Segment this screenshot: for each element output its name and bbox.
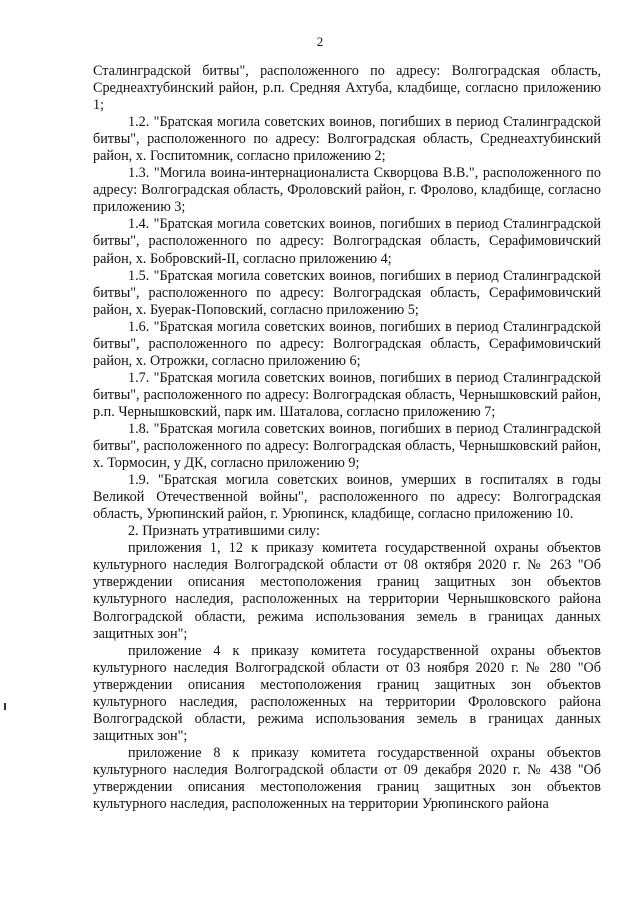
paragraph-1-4: 1.4. "Братская могила советских воинов, погибших в период Сталинградской битвы", расположенного по адресу: Волгоградская область, Серафимовичский район, х. Бобровский-II, согласно приложению 4;	[93, 216, 601, 267]
paragraph-annex-order-438: приложение 8 к приказу комитета государственной охраны объектов культурного наследия Волгоградской области от 09 декабря 2020 г. № 438 "Об утверждении описания местоположения границ защитных зон объектов культурного наследия, расположенных на территории Урюпинского района	[93, 744, 601, 813]
paragraph-2: 2. Признать утратившими силу:	[128, 523, 320, 540]
paragraph-1-1-continuation: Сталинградской битвы", расположенного по адресу: Волгоградская область, Среднеахтубинский район, р.п. Средняя Ахтуба, кладбище, согласно приложению 1;	[93, 63, 601, 114]
paragraph-1-2: 1.2. "Братская могила советских воинов, погибших в период Сталинградской битвы", расположенного по адресу: Волгоградская область, Среднеахтубинский район, х. Госпитомник, согласно приложению 2;	[93, 114, 601, 165]
paragraph-1-5: 1.5. "Братская могила советских воинов, погибших в период Сталинградской битвы", расположенного по адресу: Волгоградская область, Серафимовичский район, х. Буерак-Поповский, согласно приложению 5;	[93, 267, 601, 318]
paragraph-1-7: 1.7. "Братская могила советских воинов, погибших в период Сталинградской битвы", расположенного по адресу: Волгоградская область, Чернышковский район, р.п. Чернышковский, парк им. Шаталова, согласно приложению 7;	[93, 369, 601, 420]
paragraph-1-8: 1.8. "Братская могила советских воинов, погибших в период Сталинградской битвы", расположенного по адресу: Волгоградская область, Чернышковский район, х. Тормосин, у ДК, согласно приложению 9;	[93, 420, 601, 472]
paragraph-1-9: 1.9. "Братская могила советских воинов, умерших в госпиталях в годы Великой Отечественной войны", расположенного по адресу: Волгоградская область, Урюпинский район, г. Урюпинск, кладбище, согласно приложению 10.	[93, 472, 601, 523]
scan-artifact-mark	[4, 703, 6, 710]
paragraph-1-6: 1.6. "Братская могила советских воинов, погибших в период Сталинградской битвы", расположенного по адресу: Волгоградская область, Серафимовичский район, х. Отрожки, согласно приложению 6;	[93, 318, 601, 369]
paragraph-annex-order-263: приложения 1, 12 к приказу комитета государственной охраны объектов культурного наследия Волгоградской области от 08 октября 2020 г. № 263 "Об утверждении описания местоположения границ защитных зон объектов культурного наследия, расположенных на территории Чернышковского района Волгоградской области, режима использования земель в границах данных защитных зон";	[93, 540, 601, 642]
document-body	[93, 63, 601, 813]
paragraph-1-3: 1.3. "Могила воина-интернационалиста Скворцова В.В.", расположенного по адресу: Волгоградская область, Фроловский район, г. Фролово, кладбище, согласно приложению 3;	[93, 165, 601, 216]
paragraph-annex-order-280: приложение 4 к приказу комитета государственной охраны объектов культурного наследия Волгоградской области от 03 ноября 2020 г. № 280 "Об утверждении описания местоположения границ защитных зон объектов культурного наследия, расположенных на территории Фроловского района Волгоградской области, режима использования земель в границах данных защитных зон";	[93, 642, 601, 744]
page-number: 2	[316, 34, 324, 49]
